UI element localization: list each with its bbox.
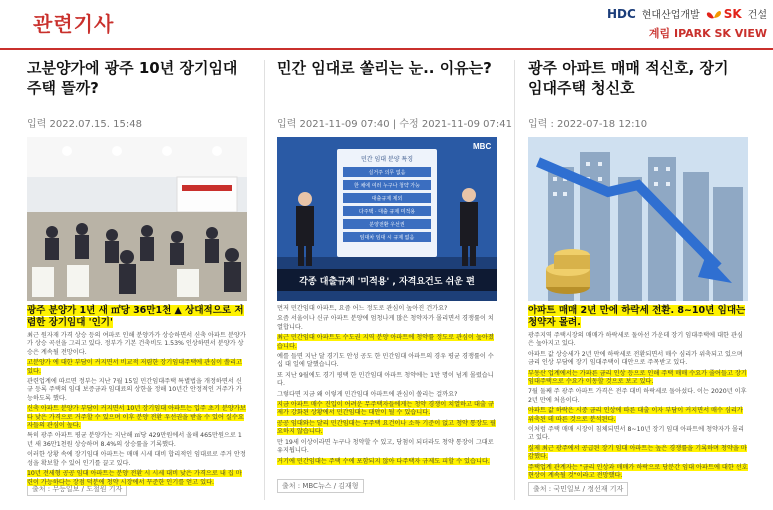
column-divider bbox=[264, 60, 265, 500]
hdc-name: 현대산업개발 bbox=[641, 10, 700, 21]
article-date: 입력 : 2022-07-18 12:10 bbox=[528, 119, 648, 130]
hdc-logo: HDC bbox=[606, 6, 636, 21]
body-paragraph: 관련업계에 따르면 정부는 지난 7월 15일 민간임대주택 특별법을 개정하면서 신규 등록 주택의 임대 보증금과 임대료의 상한을 정해 10년간 안정적인 거주가 가능하도록 했다. bbox=[27, 378, 242, 402]
body-paragraph: 아파트 값 상승세가 2년 만에 하락세로 전환되면서 매수 심리가 위축되고 있으며 금리 인상 부담에 장기 임대주택이 대안으로 주목받고 있다. bbox=[528, 350, 743, 367]
header bbox=[0, 0, 773, 50]
body-paragraph-highlighted: 부동산 업계에서는 가파른 금리 인상 등으로 인해 주택 매매 수요가 줄어들고 장기 임대주택으로 수요가 이동할 것으로 보고 있다. bbox=[528, 369, 747, 386]
body-paragraph-highlighted: 공공 임대와는 달리 민간임대는 무주택 요건이나 소득 기준이 없고 청약 통장도 필요하지 않습니다. bbox=[277, 419, 496, 436]
article-body bbox=[277, 305, 497, 477]
article-caption: 광주 분양가 1년 새 ㎡당 36만1천 ▲ 상대적으로 저렴한 장기임대 '인기' bbox=[27, 305, 244, 328]
brand-block bbox=[607, 6, 767, 41]
article-2[interactable] bbox=[277, 58, 512, 493]
body-paragraph: 이러한 상황 속에 장기임대 아파트는 매매 시세 대비 합리적인 임대료로 주거 안정성을 확보할 수 있어 인기를 끌고 있다. bbox=[27, 451, 246, 467]
body-paragraph: 특히 광주 아파트 평균 분양가는 지난해 ㎡당 429만원에서 올해 465만원으로 1년 새 36만1천원 상승하며 8.4%의 상승률을 기록했다. bbox=[27, 432, 242, 448]
article-source: 출처 : MBC뉴스 / 김재형 bbox=[277, 479, 364, 493]
brand-logos bbox=[607, 6, 767, 21]
complex-name: 계림 IPARK SK VIEW bbox=[648, 27, 767, 40]
article-body bbox=[528, 332, 748, 480]
article-date: 입력 2021-11-09 07:40 | 수정 2021-11-09 07:41 bbox=[277, 119, 512, 130]
article-photo-model-house bbox=[27, 137, 247, 301]
body-paragraph: 또 지난 9월에도 경기 평택 한 민간임대 아파트 청약에는 1만 명이 넘게 몰렸습니다. bbox=[277, 371, 494, 388]
board-item: 한 채에 여러 누구나 청약 가능 bbox=[354, 183, 420, 189]
page-title: 관련기사 bbox=[33, 12, 115, 36]
body-paragraph-highlighted: 주택업계 관계자는 "금리 인상과 매매가 하락으로 당분간 임대 아파트에 대한 선호 현상이 계속될 것"이라고 전망했다. bbox=[528, 463, 748, 480]
board-title: 민간 임대 분양 특징 bbox=[360, 156, 414, 163]
body-paragraph-highlighted: 최근 민간임대 아파트도 수도권 지역 분양 아파트에 청약률 정도로 관심이 높아졌습니다. bbox=[277, 334, 494, 350]
board-item: 다주택 · 대출 규제 미적용 bbox=[358, 209, 416, 215]
tv-news-screenshot bbox=[277, 137, 497, 301]
article-1[interactable] bbox=[27, 58, 247, 496]
body-paragraph: 그렇다면 지금 왜 이렇게 민간임대 아파트에 관심이 쏠리는 걸까요? bbox=[277, 390, 458, 398]
apartment-decline-illustration bbox=[528, 137, 748, 301]
body-paragraph-highlighted: 아파트 값 하락은 시중 금리 인상에 따른 대출 이자 부담이 커지면서 매수 심리가 위축된 데 따른 것으로 분석된다. bbox=[528, 407, 743, 423]
body-paragraph: 7월 둘째 주 광주 아파트 가격은 전주 대비 하락세로 돌아섰다. 이는 2020년 이후 2년 만에 처음이다. bbox=[528, 388, 747, 404]
article-photo-tv-news bbox=[277, 137, 497, 301]
sk-logo-text: SK bbox=[723, 6, 742, 21]
article-body bbox=[27, 332, 247, 486]
column-divider bbox=[514, 60, 515, 500]
body-paragraph-highlighted: 실제 최근 광주에서 공급된 장기 임대 아파트는 높은 경쟁률을 기록하며 청약을 마감했다. bbox=[528, 444, 747, 461]
article-headline[interactable]: 민간 임대로 쏠리는 눈.. 이유는? bbox=[277, 59, 492, 77]
body-paragraph: 이처럼 주택 매매 시장이 침체되면서 8~10년 장기 임대 아파트에 청약자가 몰리고 있다. bbox=[528, 426, 744, 442]
article-caption: 아파트 매매 2년 만에 하락세 전환. 8~10년 임대는 청약자 몰려. bbox=[528, 305, 746, 328]
board-item: 임대차 임대 시 규제 없음 bbox=[359, 235, 415, 241]
model-house-photo bbox=[27, 137, 247, 301]
article-3[interactable] bbox=[528, 58, 748, 496]
sk-name: 건설 bbox=[747, 10, 767, 21]
body-paragraph: 예를 들면 지난 달 경기도 안성 공도 한 민간임대 아파트의 경우 평균 경쟁률이 수십 대 일에 달했습니다. bbox=[277, 353, 494, 369]
body-paragraph-highlighted: 고분양가 에 대한 부담이 커지면서 비교적 저렴한 장기임대주택에 관심이 쏠리고 있다. bbox=[27, 359, 242, 375]
body-paragraph-highlighted: 10년 전세형 공공 임대 아파트는 분양 전환 시 시세 대비 낮은 가격으로 내 집 마련이 가능하다는 장점 덕분에 청약 시장에서 꾸준한 인기를 얻고 있다. bbox=[27, 470, 242, 486]
board-item: 대출규제 제외 bbox=[371, 196, 403, 202]
body-paragraph-highlighted: 신축 아파트 분양가 부담이 커지면서 10년 장기임대 아파트는 입주 초기 분양가보다 낮은 가격으로 거주할 수 있으며 이후 분양 전환 우선권을 받을 수 있어 실수요자들의 관심이 높다. bbox=[27, 405, 246, 430]
body-paragraph: 먼저 민간임대 아파트, 요즘 어느 정도로 관심이 높아진 건가요? bbox=[277, 305, 448, 312]
article-photo-price-decline bbox=[528, 137, 748, 301]
body-paragraph-highlighted: 지금 아파트 매수 진입이 어려운 무주택자들에게는 청약 경쟁이 치열하고 대출 규제가 강화된 상황에서 민간임대는 대안이 될 수 있습니다. bbox=[277, 401, 494, 417]
body-paragraph: 광주지역 주택시장의 매매가 하락세로 돌아선 가운데 장기 임대주택에 대한 관심은 높아지고 있다. bbox=[528, 332, 743, 348]
article-headline[interactable]: 고분양가에 광주 10년 장기임대 주택 뜰까? bbox=[27, 59, 238, 97]
board-item: 실거주 의무 없음 bbox=[368, 170, 406, 176]
body-paragraph: 최근 원자재 가격 상승 등의 여파로 인해 분양가가 상승하면서 신축 아파트 분양가가 상승 곡선을 그리고 있다. 정부가 기본 건축비도 1.53% 인상하면서 분양가 상승은 계속될 전망이다. bbox=[27, 332, 246, 356]
tv-logo: MBC bbox=[473, 142, 492, 151]
body-paragraph: 요즘 서울이나 신규 아파트 분양에 엄청나게 많은 청약자가 몰리면서 경쟁률이 치열합니다. bbox=[277, 315, 494, 331]
tv-banner: 각종 대출규제 '미적용' , 자격요건도 쉬운 편 bbox=[299, 277, 475, 287]
article-source: 출처 : 국민일보 / 정선재 기자 bbox=[528, 482, 628, 496]
article-source: 출처 : 무등일보 / 도철원 기자 bbox=[27, 482, 127, 496]
body-paragraph-highlighted: 거기에 민간임대는 주택 수에 포함되지 않아 다주택자 규제도 피할 수 있습니다. bbox=[277, 457, 490, 465]
sk-logo bbox=[706, 7, 742, 21]
board-item: 분양전환 우선권 bbox=[369, 222, 405, 228]
article-headline[interactable]: 광주 아파트 매매 적신호, 장기 임대주택 청신호 bbox=[528, 59, 729, 97]
body-paragraph: 만 19세 이상이라면 누구나 청약할 수 있고, 당첨이 되더라도 청약 통장이 그대로 유지됩니다. bbox=[277, 438, 494, 455]
article-date: 입력 2022.07.15. 15:48 bbox=[27, 119, 142, 130]
sk-butterfly-icon bbox=[706, 8, 722, 20]
